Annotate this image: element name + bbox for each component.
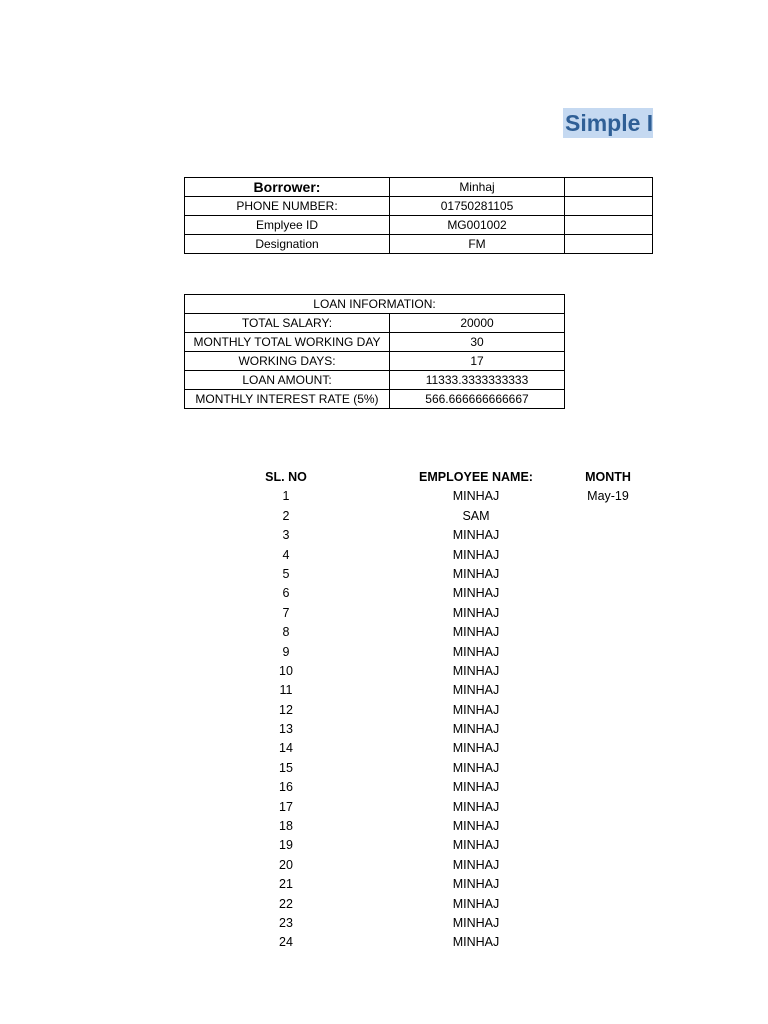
- borrower-name: Minhaj: [390, 178, 565, 197]
- employee-row: [0, 720, 768, 739]
- employee-sl-no: 23: [279, 915, 293, 930]
- employee-sl-no: 7: [282, 605, 290, 620]
- employee-name: MINHAJ: [452, 663, 500, 678]
- employee-sl-no: 3: [282, 528, 290, 543]
- borrower-row-label: Designation: [185, 235, 390, 254]
- employee-row: [0, 817, 768, 836]
- employee-sl-no: 4: [282, 547, 290, 562]
- employee-name: MINHAJ: [452, 702, 500, 717]
- employee-row: [0, 778, 768, 797]
- empty-cell: [565, 178, 653, 197]
- employee-name: MINHAJ: [452, 547, 500, 562]
- loan-row: [185, 352, 565, 371]
- employee-name: MINHAJ: [452, 935, 500, 950]
- employee-list-header: [0, 468, 768, 487]
- employee-row: [0, 662, 768, 681]
- loan-row: [185, 390, 565, 409]
- employee-sl-no: 20: [279, 857, 293, 872]
- employee-row: [0, 681, 768, 700]
- employee-name: MINHAJ: [452, 625, 500, 640]
- page-title: Simple I: [565, 110, 653, 136]
- employee-row: [0, 565, 768, 584]
- borrower-row-value: 01750281105: [390, 197, 565, 216]
- loan-row-value: 30: [390, 333, 565, 352]
- employee-name: MINHAJ: [452, 799, 500, 814]
- loan-row-value: 20000: [390, 314, 565, 333]
- employee-name: MINHAJ: [452, 605, 500, 620]
- borrower-table: [184, 177, 653, 254]
- employee-row: [0, 759, 768, 778]
- borrower-row: [185, 216, 653, 235]
- borrower-label: Borrower:: [185, 178, 390, 197]
- employee-row: [0, 875, 768, 894]
- employee-name: MINHAJ: [452, 683, 500, 698]
- employee-sl-no: 15: [279, 760, 293, 775]
- employee-name: MINHAJ: [452, 566, 500, 581]
- employee-row: [0, 546, 768, 565]
- employee-sl-no: 22: [279, 896, 293, 911]
- employee-sl-no: 14: [279, 741, 293, 756]
- loan-heading-row: [185, 295, 565, 314]
- borrower-row: [185, 235, 653, 254]
- employee-row: [0, 487, 768, 506]
- loan-row-label: TOTAL SALARY:: [185, 314, 390, 333]
- employee-row: [0, 895, 768, 914]
- employee-sl-no: 1: [282, 489, 290, 504]
- employee-sl-no: 18: [279, 819, 293, 834]
- employee-name: MINHAJ: [452, 819, 500, 834]
- employee-sl-no: 2: [282, 508, 290, 523]
- employee-sl-no: 24: [279, 935, 293, 950]
- employee-list: [0, 468, 768, 953]
- employee-sl-no: 12: [279, 702, 293, 717]
- employee-name: MINHAJ: [452, 896, 500, 911]
- employee-rows: [0, 487, 768, 952]
- employee-row: [0, 507, 768, 526]
- employee-row: [0, 623, 768, 642]
- employee-sl-no: 8: [282, 625, 290, 640]
- employee-row: [0, 584, 768, 603]
- employee-name: MINHAJ: [452, 644, 500, 659]
- loan-row: [185, 333, 565, 352]
- employee-row: [0, 739, 768, 758]
- employee-sl-no: 6: [282, 586, 290, 601]
- loan-row-label: WORKING DAYS:: [185, 352, 390, 371]
- loan-row-label: LOAN AMOUNT:: [185, 371, 390, 390]
- employee-sl-no: 17: [279, 799, 293, 814]
- employee-sl-no: 16: [279, 780, 293, 795]
- loan-information-table: [184, 294, 565, 409]
- employee-sl-no: 10: [279, 663, 293, 678]
- employee-row: [0, 604, 768, 623]
- employee-sl-no: 13: [279, 722, 293, 737]
- empty-cell: [565, 197, 653, 216]
- month-header: MONTH: [585, 470, 631, 484]
- loan-row-value: 17: [390, 352, 565, 371]
- sl-no-header: SL. NO: [265, 470, 307, 484]
- borrower-row-value: FM: [390, 235, 565, 254]
- employee-row: [0, 933, 768, 952]
- employee-row: [0, 856, 768, 875]
- loan-row-value: 11333.3333333333: [390, 371, 565, 390]
- employee-name: MINHAJ: [452, 915, 500, 930]
- loan-row: [185, 314, 565, 333]
- employee-name: SAM: [462, 508, 490, 523]
- employee-name: MINHAJ: [452, 722, 500, 737]
- employee-sl-no: 9: [282, 644, 290, 659]
- employee-name: MINHAJ: [452, 489, 500, 504]
- employee-sl-no: 19: [279, 838, 293, 853]
- loan-row: [185, 371, 565, 390]
- employee-name: MINHAJ: [452, 780, 500, 795]
- employee-row: [0, 526, 768, 545]
- loan-row-value: 566.666666666667: [390, 390, 565, 409]
- borrower-row: [185, 197, 653, 216]
- employee-row: [0, 643, 768, 662]
- employee-name: MINHAJ: [452, 857, 500, 872]
- loan-heading: LOAN INFORMATION:: [185, 295, 565, 314]
- employee-name: MINHAJ: [452, 528, 500, 543]
- employee-month: May-19: [587, 489, 629, 504]
- empty-cell: [565, 235, 653, 254]
- employee-row: [0, 798, 768, 817]
- empty-cell: [565, 216, 653, 235]
- borrower-row-label: PHONE NUMBER:: [185, 197, 390, 216]
- employee-name: MINHAJ: [452, 741, 500, 756]
- employee-row: [0, 701, 768, 720]
- employee-row: [0, 836, 768, 855]
- employee-name: MINHAJ: [452, 877, 500, 892]
- employee-name-header: EMPLOYEE NAME:: [419, 470, 533, 484]
- employee-sl-no: 11: [279, 683, 293, 698]
- borrower-row-value: MG001002: [390, 216, 565, 235]
- employee-row: [0, 914, 768, 933]
- borrower-row-label: Emplyee ID: [185, 216, 390, 235]
- loan-row-label: MONTHLY TOTAL WORKING DAY: [185, 333, 390, 352]
- employee-name: MINHAJ: [452, 760, 500, 775]
- employee-sl-no: 5: [282, 566, 290, 581]
- employee-name: MINHAJ: [452, 586, 500, 601]
- employee-sl-no: 21: [279, 877, 293, 892]
- employee-name: MINHAJ: [452, 838, 500, 853]
- loan-row-label: MONTHLY INTEREST RATE (5%): [185, 390, 390, 409]
- borrower-header-row: [185, 178, 653, 197]
